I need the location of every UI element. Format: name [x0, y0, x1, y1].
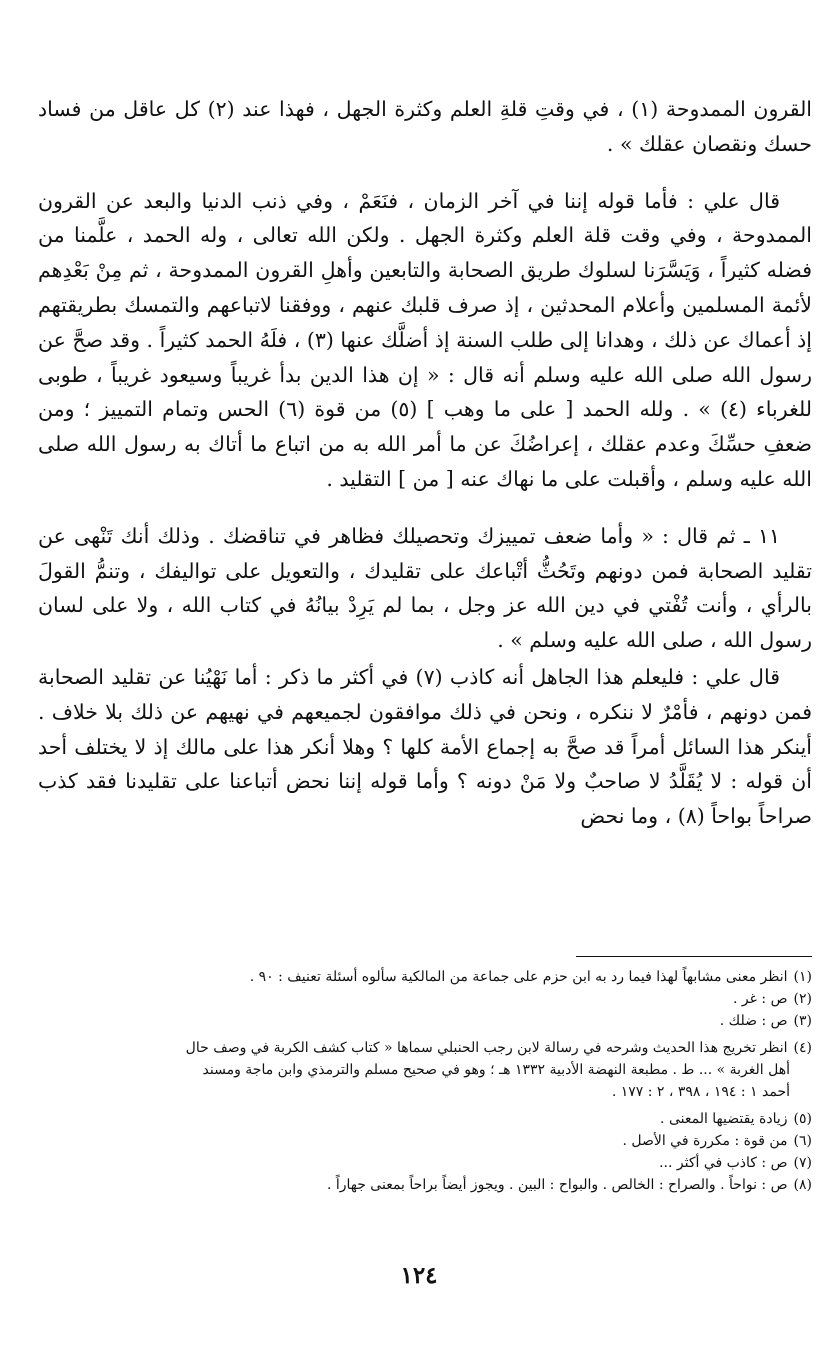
footnote-marker: (٨) — [793, 1177, 812, 1193]
footnote-2 — [56, 988, 812, 1010]
footnote-text: انظر تخريج هذا الحديث وشرحه في رسالة لابن رجب الحنبلي سماها « كتاب كشف الكربة في وصف حال — [185, 1040, 788, 1056]
footnote-marker: (٤) — [793, 1040, 812, 1056]
footnote-7 — [56, 1152, 812, 1174]
footnote-4-continuation: أحمد ١ : ١٩٤ ، ٣٩٨ ، ٢ : ١٧٧ . — [611, 1084, 790, 1100]
paragraph-continuation: القرون الممدوحة (١) ، في وقتِ قلةِ العلم وكثرة الجهل ، فهذا عند (٢) كل عاقل من فساد حسك ونقصان عقلك » . — [38, 97, 813, 156]
footnotes — [56, 966, 812, 1196]
footnote-5 — [56, 1108, 812, 1130]
footnote-text: ص : نواحاً . والصراح : الخالص . والبواح : البين . ويجوز أيضاً براحاً بمعنى جهاراً . — [326, 1177, 788, 1193]
footnote-marker: (٢) — [793, 991, 812, 1007]
footnote-8 — [56, 1174, 812, 1196]
main-text — [38, 92, 812, 834]
paragraph-ali-reply-time: قال علي : فأما قوله إننا في آخر الزمان ، فنَعَمْ ، وفي ذنب الدنيا والبعد عن القرون الممدوحة ، وفي وقت قلة العلم وكثرة الجهل . ولكن الله تعالى ، وله الحمد ، علَّمنا من فضله كثيراً ، وَيَسَّرَنا لسلوك طريق الصحابة والتابعين وأهلِ القرون الممدوحة ، ثم مِنْ بَعْدِهم لأئمة المسلمين وأعلام المحدثين ، إذ صرف قلبك عنهم ، ووفقنا لاتباعهم والتمسك بطريقتهم إذ أعماك عن ذلك ، وهدانا إلى طلب السنة إذ أضلَّك عنها (٣) ، فلَهُ الحمد كثيراً . وقد صحَّ عن رسول الله صلى الله عليه وسلم أنه قال : « إن هذا الدين بدأ غريباً وسيعود غريباً ، طوبى للغرباء (٤) » . ولله الحمد [ على ما وهب ] (٥) من قوة (٦) الحس وتمام التمييز ؛ ومن ضعفِ حسِّكَ وعدم عقلك ، إعراضُكَ عن ما أمر الله به من اتباع ما أتاك به رسول الله صلى الله عليه وسلم ، وأقبلت على ما نهاك عنه [ من ] التقليد . — [38, 188, 812, 491]
footnote-divider — [576, 956, 812, 957]
footnote-text: ص : كاذب في أكثر ... — [659, 1155, 788, 1171]
footnote-text: زيادة يقتضيها المعنى . — [660, 1111, 788, 1127]
footnote-marker: (١) — [793, 969, 812, 985]
footnote-1 — [56, 966, 812, 988]
footnote-marker: (٥) — [793, 1111, 812, 1127]
paragraph-ali-reply-taqlid: قال علي : فليعلم هذا الجاهل أنه كاذب (٧) في أكثر ما ذكر : أما نَهْيُنا عن تقليد الصحابة فمن دونهم ، فأمْرٌ لا ننكره ، ونحن في ذلك موافقون لجميعهم في نهيهم عن ذلك بلا خلاف . أينكر هذا السائل أمراً قد صحَّ به إجماع الأمة كلها ؟ وهلا أنكر هذا على مالك إذ لا يختلف أحد أن قوله : لا يُقَلَّدُ لا صاحبٌ ولا مَنْ دونه ؟ وأما قوله إننا نحض أتباعنا على تقليدنا فقد كذب صراحاً بواحاً (٨) ، وما نحض — [38, 664, 812, 829]
page-number: ١٢٤ — [400, 1262, 438, 1289]
footnote-text: انظر معنى مشابهاً لهذا فيما رد به ابن حزم على جماعة من المالكية سألوه أسئلة تعنيف : ٩٠ . — [249, 969, 788, 985]
footnote-6 — [56, 1130, 812, 1152]
footnote-text: ص : ضلك . — [719, 1013, 788, 1029]
footnote-4-continuation: أهل الغربة » ... ط . مطبعة النهضة الأدبية ١٣٣٢ هـ ؛ وهو في صحيح مسلم والترمذي وابن ماجة ومسند — [202, 1062, 790, 1078]
footnote-text: ص : غر . — [733, 991, 788, 1007]
footnote-marker: (٧) — [793, 1155, 812, 1171]
footnote-4 — [56, 1037, 812, 1059]
footnote-marker: (٣) — [793, 1013, 812, 1029]
footnote-marker: (٦) — [793, 1133, 812, 1149]
footnote-text: من قوة : مكررة في الأصل . — [622, 1133, 788, 1149]
footnote-3 — [56, 1010, 812, 1032]
paragraph-section-11: ١١ ـ ثم قال : « وأما ضعف تمييزك وتحصيلك فظاهر في تناقضك . وذلك أنك تَنْهى عن تقليد الصحابة فمن دونهم وتَحُثُّ أتْباعك على تقليدك ، والتعويل على تواليفك ، وتنمُّ القولَ بالرأي ، وأنت تُفْتي في دين الله عز وجل ، بما لم يَرِدْ بيانُهُ في كتاب الله ، ولا على لسان رسول الله ، صلى الله عليه وسلم » . — [38, 523, 812, 653]
